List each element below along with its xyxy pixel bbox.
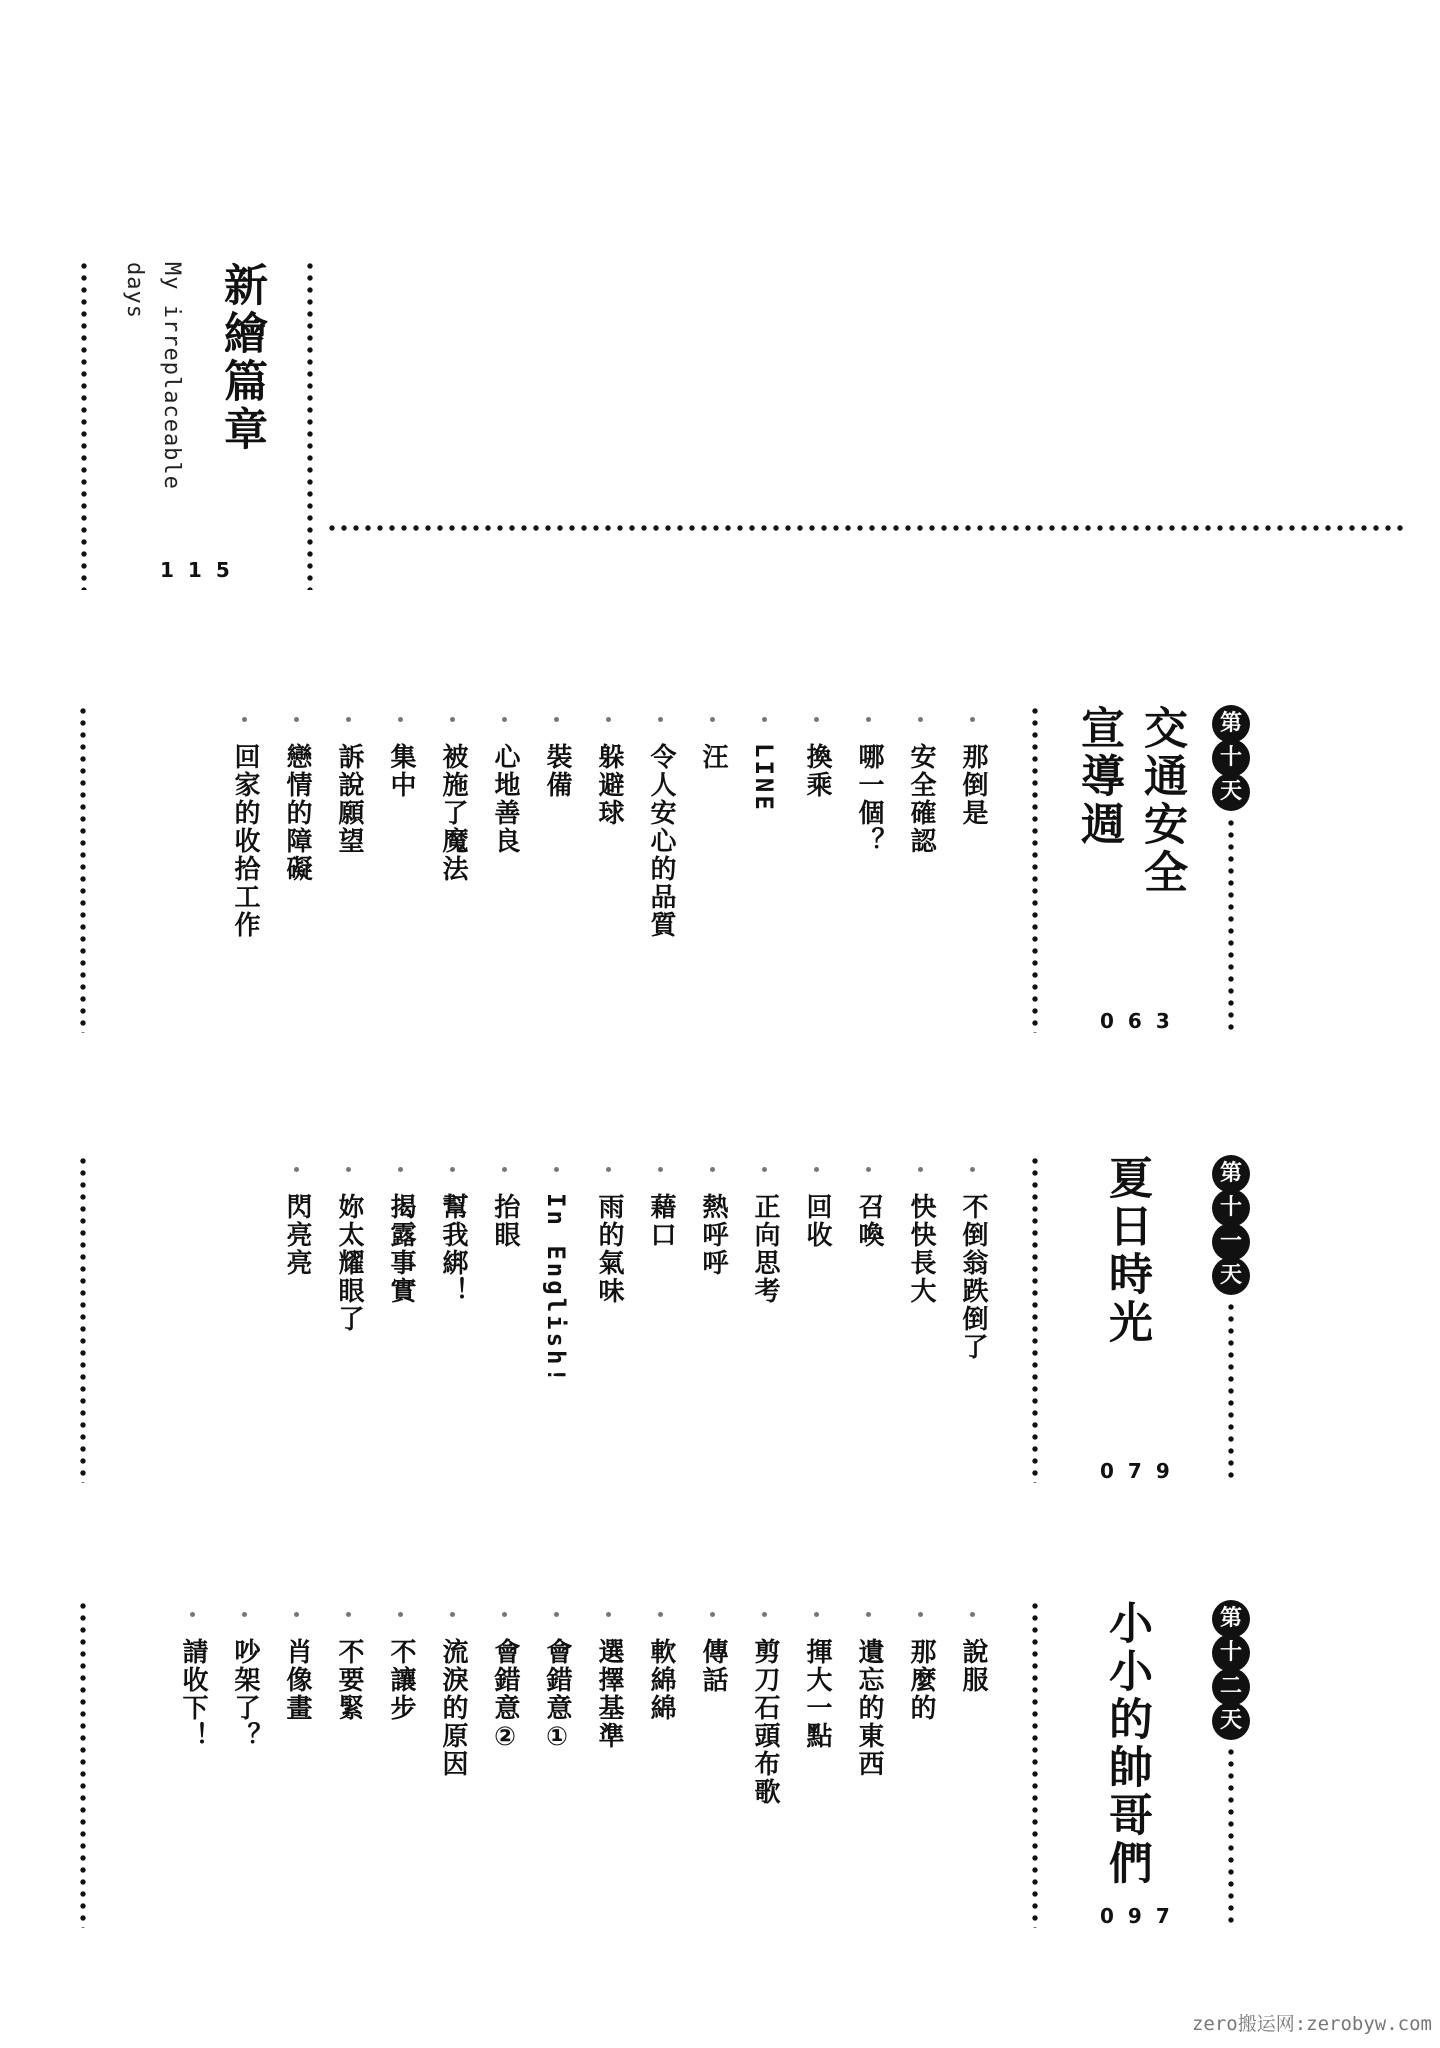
bullet-dot-icon xyxy=(866,717,871,722)
toc-item[interactable] xyxy=(646,717,676,1025)
toc-item[interactable] xyxy=(906,717,936,1025)
bullet-dot-icon xyxy=(242,1612,247,1617)
toc-item[interactable] xyxy=(438,717,468,1025)
toc-item-label: 抬眼 xyxy=(490,1193,520,1249)
toc-item-label: 妳太耀眼了 xyxy=(334,1193,364,1333)
bullet-dot-icon xyxy=(658,717,663,722)
toc-item-label: 不讓步 xyxy=(386,1638,416,1722)
chapter-right-border xyxy=(1228,1301,1234,1483)
toc-item-label: 那倒是 xyxy=(958,743,988,827)
bullet-dot-icon xyxy=(242,717,247,722)
toc-item[interactable] xyxy=(594,717,624,1025)
bullet-dot-icon xyxy=(554,1167,559,1172)
bullet-dot-icon xyxy=(294,1612,299,1617)
toc-item[interactable] xyxy=(854,1612,884,1920)
toc-item-label: 揮大一點 xyxy=(802,1638,832,1750)
toc-item[interactable] xyxy=(698,1612,728,1920)
chapter-page-number: 097 xyxy=(1100,1904,1184,1928)
badge-char: 十 xyxy=(1212,1634,1250,1672)
toc-item[interactable] xyxy=(334,1612,364,1920)
bullet-dot-icon xyxy=(866,1167,871,1172)
bullet-dot-icon xyxy=(450,717,455,722)
toc-item[interactable] xyxy=(594,1612,624,1920)
new-chapter-title: 新繪篇章 xyxy=(216,262,267,454)
bullet-dot-icon xyxy=(346,1612,351,1617)
badge-char: 十 xyxy=(1212,739,1250,777)
bullet-dot-icon xyxy=(554,1612,559,1617)
bullet-dot-icon xyxy=(398,717,403,722)
toc-item[interactable] xyxy=(906,1167,936,1475)
badge-char: 天 xyxy=(1212,773,1250,811)
toc-item-label: 訴說願望 xyxy=(334,743,364,855)
toc-item[interactable] xyxy=(594,1167,624,1475)
bullet-dot-icon xyxy=(294,1167,299,1172)
toc-item-label: 軟綿綿 xyxy=(646,1638,676,1722)
badge-char: 二 xyxy=(1212,1668,1250,1706)
bullet-dot-icon xyxy=(814,1612,819,1617)
toc-item[interactable] xyxy=(542,1167,572,1475)
toc-item-label: 那麼的 xyxy=(906,1638,936,1722)
bullet-dot-icon xyxy=(450,1612,455,1617)
toc-item[interactable] xyxy=(750,1612,780,1920)
toc-item-label: 雨的氣味 xyxy=(594,1193,624,1305)
toc-item[interactable] xyxy=(282,1167,312,1475)
toc-item-label: 會錯意② xyxy=(490,1638,520,1754)
toc-item-label: 會錯意① xyxy=(542,1638,572,1754)
toc-item-label: 回收 xyxy=(802,1193,832,1249)
toc-item-label: 令人安心的品質 xyxy=(646,743,676,939)
toc-item[interactable] xyxy=(334,717,364,1025)
toc-item[interactable] xyxy=(698,1167,728,1475)
chapter-day-badge xyxy=(1212,1600,1250,1736)
toc-item[interactable] xyxy=(802,717,832,1025)
bullet-dot-icon xyxy=(762,717,767,722)
bullet-dot-icon xyxy=(762,1612,767,1617)
new-chapter-right-border xyxy=(307,260,313,590)
chapter-inner-border xyxy=(1032,1600,1038,1928)
bullet-dot-icon xyxy=(606,1612,611,1617)
bullet-dot-icon xyxy=(658,1612,663,1617)
chapter-title[interactable]: 夏日時光 xyxy=(1101,1155,1152,1347)
watermark: zero搬运网:zerobyw.com xyxy=(1191,2013,1432,2035)
bullet-dot-icon xyxy=(502,1167,507,1172)
toc-item-label: 快快長大 xyxy=(906,1193,936,1305)
bullet-dot-icon xyxy=(710,1612,715,1617)
bullet-dot-icon xyxy=(762,1167,767,1172)
chapter-right-border xyxy=(1228,817,1234,1033)
chapter-title[interactable]: 宣導週 xyxy=(1073,705,1124,849)
bullet-dot-icon xyxy=(918,1167,923,1172)
toc-item[interactable] xyxy=(698,717,728,1025)
toc-item[interactable] xyxy=(230,1612,260,1920)
horizontal-divider xyxy=(326,525,1406,531)
chapter-title[interactable]: 交通安全 xyxy=(1136,705,1187,897)
toc-item[interactable] xyxy=(542,717,572,1025)
bullet-dot-icon xyxy=(814,1167,819,1172)
bullet-dot-icon xyxy=(398,1612,403,1617)
toc-item[interactable] xyxy=(490,717,520,1025)
bullet-dot-icon xyxy=(346,717,351,722)
toc-item[interactable] xyxy=(802,1167,832,1475)
toc-item-label: 安全確認 xyxy=(906,743,936,855)
toc-item-label: In English! xyxy=(542,1193,570,1385)
toc-item-label: 請收下！ xyxy=(178,1638,208,1750)
bullet-dot-icon xyxy=(502,1612,507,1617)
toc-item-label: 幫我綁！ xyxy=(438,1193,468,1305)
toc-item-label: 召喚 xyxy=(854,1193,884,1249)
chapter-left-border xyxy=(80,705,86,1033)
toc-item[interactable] xyxy=(490,1612,520,1920)
toc-item[interactable] xyxy=(230,717,260,1025)
chapter-day-badge xyxy=(1212,1155,1250,1291)
toc-item[interactable] xyxy=(178,1612,208,1920)
toc-item-label: 藉口 xyxy=(646,1193,676,1249)
toc-item-label: 吵架了？ xyxy=(230,1638,260,1750)
bullet-dot-icon xyxy=(918,717,923,722)
toc-item[interactable] xyxy=(958,1612,988,1920)
badge-char: 天 xyxy=(1212,1257,1250,1295)
toc-item-label: 不要緊 xyxy=(334,1638,364,1722)
toc-item[interactable] xyxy=(750,717,780,1025)
bullet-dot-icon xyxy=(970,1167,975,1172)
toc-item-label: 熱呼呼 xyxy=(698,1193,728,1277)
chapter-page-number: 063 xyxy=(1100,1009,1184,1033)
toc-item-label: 說服 xyxy=(958,1638,988,1694)
new-chapter-english-line2: days xyxy=(122,262,147,319)
toc-item[interactable] xyxy=(386,1612,416,1920)
bullet-dot-icon xyxy=(294,717,299,722)
toc-item-label: 正向思考 xyxy=(750,1193,780,1305)
bullet-dot-icon xyxy=(398,1167,403,1172)
bullet-dot-icon xyxy=(866,1612,871,1617)
toc-item-label: 傳話 xyxy=(698,1638,728,1694)
new-chapter-english-line1: My irreplaceable xyxy=(159,262,184,490)
toc-item-label: LINE xyxy=(750,743,778,813)
bullet-dot-icon xyxy=(606,1167,611,1172)
toc-item[interactable] xyxy=(334,1167,364,1475)
bullet-dot-icon xyxy=(450,1167,455,1172)
toc-item[interactable] xyxy=(542,1612,572,1920)
toc-item[interactable] xyxy=(490,1167,520,1475)
toc-item[interactable] xyxy=(438,1167,468,1475)
chapter-inner-border xyxy=(1032,1155,1038,1483)
toc-item[interactable] xyxy=(802,1612,832,1920)
bullet-dot-icon xyxy=(970,717,975,722)
bullet-dot-icon xyxy=(814,717,819,722)
new-chapter-page-number: 115 xyxy=(160,558,244,582)
bullet-dot-icon xyxy=(606,717,611,722)
toc-item-label: 流淚的原因 xyxy=(438,1638,468,1778)
chapter-title[interactable]: 小小的帥哥們 xyxy=(1101,1600,1152,1888)
bullet-dot-icon xyxy=(658,1167,663,1172)
chapter-day-badge xyxy=(1212,705,1250,807)
bullet-dot-icon xyxy=(190,1612,195,1617)
bullet-dot-icon xyxy=(918,1612,923,1617)
toc-item-label: 揭露事實 xyxy=(386,1193,416,1305)
toc-item[interactable] xyxy=(282,1612,312,1920)
new-chapter-left-border xyxy=(81,260,87,590)
toc-item-label: 剪刀石頭布歌 xyxy=(750,1638,780,1806)
bullet-dot-icon xyxy=(502,717,507,722)
toc-item-label: 不倒翁跌倒了 xyxy=(958,1193,988,1361)
chapter-left-border xyxy=(80,1600,86,1928)
toc-item[interactable] xyxy=(854,717,884,1025)
toc-item[interactable] xyxy=(282,717,312,1025)
toc-item-label: 戀情的障礙 xyxy=(282,743,312,883)
toc-item-label: 換乘 xyxy=(802,743,832,799)
toc-item-label: 集中 xyxy=(386,743,416,799)
toc-item[interactable] xyxy=(646,1612,676,1920)
toc-item-label: 選擇基準 xyxy=(594,1638,624,1750)
badge-char: 十 xyxy=(1212,1189,1250,1227)
toc-item[interactable] xyxy=(386,717,416,1025)
badge-char: 天 xyxy=(1212,1702,1250,1740)
toc-item-label: 汪 xyxy=(698,743,728,771)
toc-item-label: 遺忘的東西 xyxy=(854,1638,884,1778)
badge-char: 一 xyxy=(1212,1223,1250,1261)
toc-item-label: 心地善良 xyxy=(490,743,520,855)
toc-item[interactable] xyxy=(386,1167,416,1475)
toc-item-label: 裝備 xyxy=(542,743,572,799)
toc-item-label: 被施了魔法 xyxy=(438,743,468,883)
toc-item[interactable] xyxy=(958,1167,988,1475)
toc-item[interactable] xyxy=(906,1612,936,1920)
toc-item[interactable] xyxy=(854,1167,884,1475)
bullet-dot-icon xyxy=(970,1612,975,1617)
toc-item-label: 肖像畫 xyxy=(282,1638,312,1722)
toc-item-label: 哪一個？ xyxy=(854,743,884,855)
bullet-dot-icon xyxy=(554,717,559,722)
chapter-right-border xyxy=(1228,1746,1234,1928)
toc-item[interactable] xyxy=(438,1612,468,1920)
bullet-dot-icon xyxy=(710,717,715,722)
chapter-inner-border xyxy=(1032,705,1038,1033)
badge-char: 第 xyxy=(1212,1600,1250,1638)
chapter-left-border xyxy=(80,1155,86,1483)
bullet-dot-icon xyxy=(710,1167,715,1172)
chapter-page-number: 079 xyxy=(1100,1459,1184,1483)
toc-item[interactable] xyxy=(958,717,988,1025)
badge-char: 第 xyxy=(1212,705,1250,743)
toc-item[interactable] xyxy=(750,1167,780,1475)
toc-item-label: 閃亮亮 xyxy=(282,1193,312,1277)
badge-char: 第 xyxy=(1212,1155,1250,1193)
bullet-dot-icon xyxy=(346,1167,351,1172)
toc-item-label: 躲避球 xyxy=(594,743,624,827)
toc-item[interactable] xyxy=(646,1167,676,1475)
toc-item-label: 回家的收拾工作 xyxy=(230,743,260,939)
